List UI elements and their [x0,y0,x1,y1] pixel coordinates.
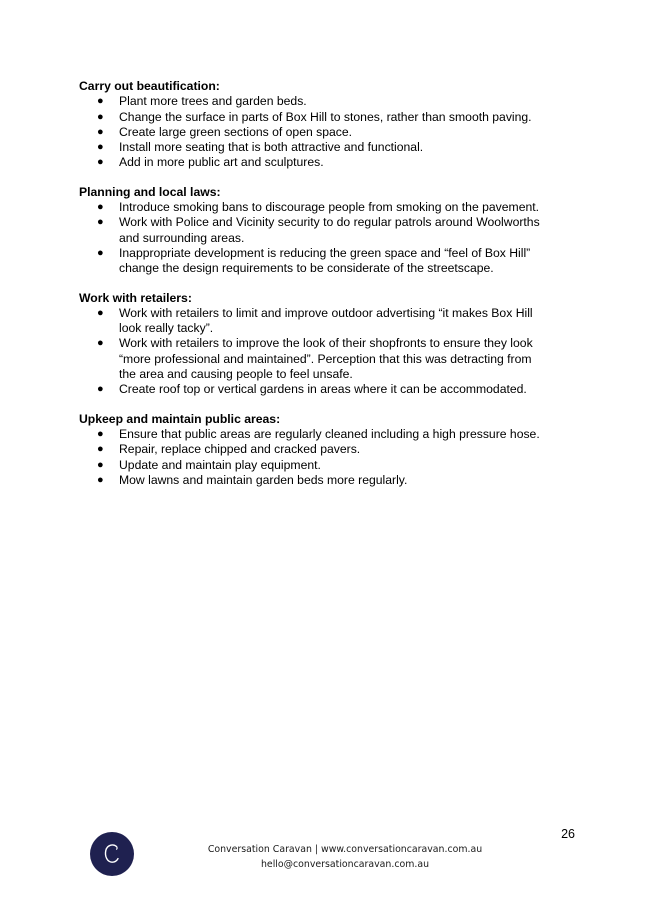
section-heading: Planning and local laws: [79,184,221,199]
list-item-text: Plant more trees and garden beds. [119,94,307,109]
bullet-icon: ● [97,216,104,229]
footer-email: hello@conversationcaravan.com.au [260,859,430,870]
list-item [79,336,589,382]
section-heading: Carry out beautification: [79,79,220,93]
list-item-text-line: look really tacky”. [119,321,214,336]
list-item-text-line: Work with Police and Vicinity security to do regular patrols around Woolworths [119,215,540,230]
footer-contact-line: Conversation Caravan | www.conversationcaravan.com.au [207,844,483,855]
list-item [79,155,589,170]
list-item [79,458,589,473]
bullet-list [79,306,589,398]
list-item [79,382,589,397]
bullet-icon: ● [97,110,104,123]
bullet-icon: ● [97,125,104,138]
bullet-icon: ● [97,383,104,396]
list-item [79,140,589,155]
bullet-list [79,427,589,488]
list-item-text: Repair, replace chipped and cracked pavers. [119,442,361,457]
page-number: 26 [561,827,575,841]
list-item-text: Add in more public art and sculptures. [119,155,324,170]
list-item [79,125,589,140]
logo-letter-icon [94,836,130,872]
footer [180,842,510,872]
section-upkeep-public-areas [79,412,589,488]
bullet-icon: ● [97,141,104,154]
bullet-icon: ● [97,201,104,214]
list-item-text: Install more seating that is both attractive and functional. [119,140,424,155]
list-item [79,306,589,337]
bullet-icon: ● [97,427,104,440]
list-item-text: Create large green sections of open space. [119,124,353,139]
bullet-icon: ● [97,156,104,169]
list-item-text-line: change the design requirements to be considerate of the streetscape. [119,261,494,276]
list-item-text: Ensure that public areas are regularly cleaned including a high pressure hose. [119,426,540,441]
list-item [79,473,589,488]
list-item-text: Introduce smoking bans to discourage people from smoking on the pavement. [119,200,540,215]
section-planning-local-laws [79,185,589,277]
document-body [79,79,589,502]
bullet-icon: ● [97,337,104,350]
bullet-icon: ● [97,306,104,319]
conversation-caravan-logo [90,832,134,876]
section-work-with-retailers [79,291,589,398]
bullet-icon: ● [97,473,104,486]
list-item-text: Update and maintain play equipment. [119,457,321,472]
list-item [79,94,589,109]
bullet-icon: ● [97,458,104,471]
list-item-text-line: Work with retailers to improve the look of their shopfronts to ensure they look [119,336,533,351]
list-item-text-line: Work with retailers to limit and improve outdoor advertising “it makes Box Hill [119,305,533,320]
list-item [79,215,589,246]
list-item [79,200,589,215]
list-item [79,110,589,125]
bullet-icon: ● [97,95,104,108]
list-item-text-line: “more professional and maintained”. Perception that this was detracting from [119,351,532,366]
bullet-icon: ● [97,246,104,259]
section-beautification [79,79,589,171]
list-item [79,246,589,277]
bullet-list [79,94,589,170]
bullet-list [79,200,589,276]
list-item [79,427,589,442]
list-item-text-line: Inappropriate development is reducing the green space and “feel of Box Hill” [119,245,531,260]
list-item-text-line: and surrounding areas. [119,230,245,245]
bullet-icon: ● [97,443,104,456]
list-item-text-line: the area and causing people to feel unsafe. [119,367,353,382]
list-item-text: Create roof top or vertical gardens in areas where it can be accommodated. [119,382,527,397]
list-item [79,442,589,457]
section-heading: Work with retailers: [79,290,192,305]
list-item-text: Change the surface in parts of Box Hill to stones, rather than smooth paving. [119,109,532,124]
section-heading: Upkeep and maintain public areas: [79,411,281,426]
list-item-text: Mow lawns and maintain garden beds more regularly. [119,472,408,487]
